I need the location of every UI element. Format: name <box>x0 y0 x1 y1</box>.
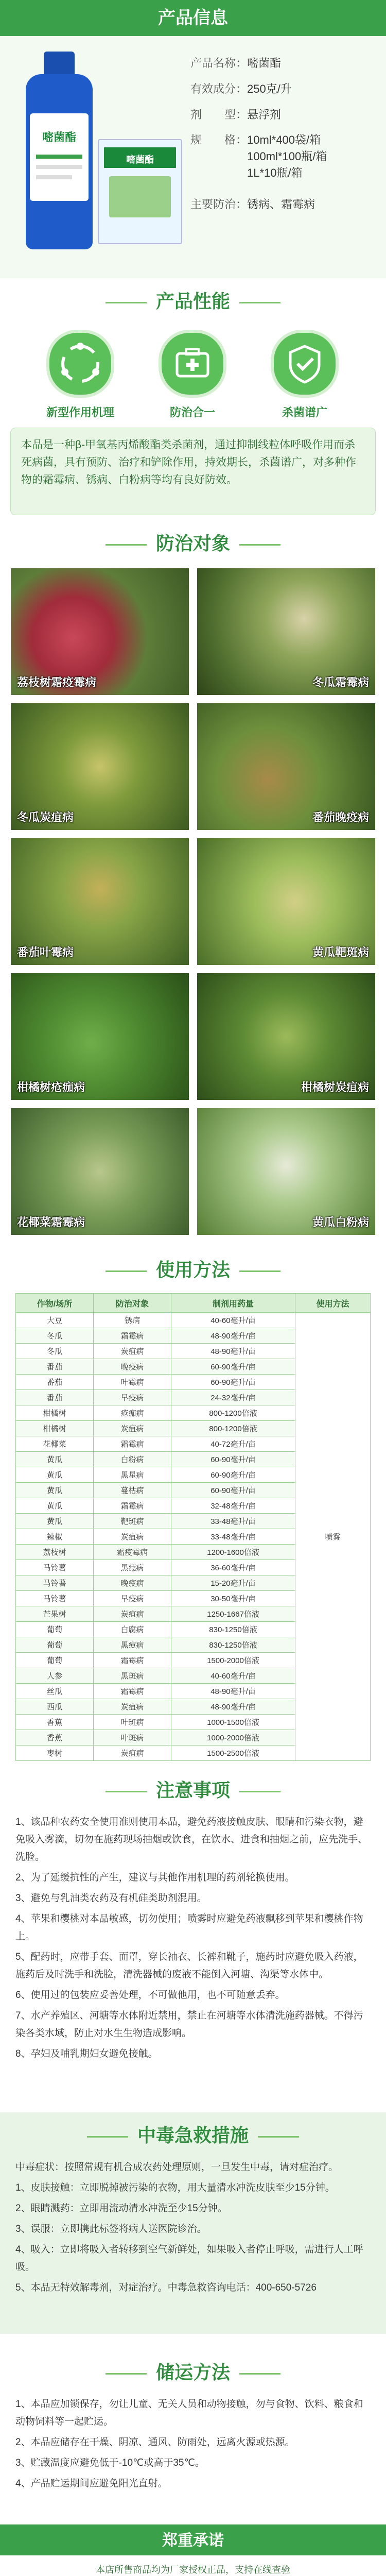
product-bag-image <box>98 139 182 244</box>
cell-crop: 芒果树 <box>16 1606 94 1622</box>
cell-target: 早疫病 <box>94 1390 171 1405</box>
cell-dose: 48-90毫升/亩 <box>171 1344 295 1359</box>
section-header-storage: 储运方法 <box>0 2360 386 2385</box>
firstaid-item: 3、误服：立即携此标签将病人送医院诊治。 <box>15 2224 207 2234</box>
cell-dose: 48-90毫升/亩 <box>171 1699 295 1715</box>
section-header-notice: 注意事项 <box>0 1777 386 1803</box>
cell-dose: 60-90毫升/亩 <box>171 1359 295 1375</box>
cell-dose: 830-1250倍液 <box>171 1622 295 1637</box>
cell-target: 靶斑病 <box>94 1514 171 1529</box>
disease-photo-1: 荔枝树霜疫霉病 <box>9 567 190 697</box>
anti-fake-line: 本店所售商品均为厂家授权正品，支持在线查验 <box>96 2565 290 2575</box>
notice-item: 8、孕妇及哺乳期妇女避免接触。 <box>15 2048 158 2059</box>
cell-target: 叶斑病 <box>94 1730 171 1745</box>
usage-table <box>15 1293 371 1761</box>
cell-crop: 葡萄 <box>16 1637 94 1653</box>
cell-crop: 黄瓜 <box>16 1467 94 1483</box>
cell-target: 黑痘病 <box>94 1637 171 1653</box>
cell-dose: 1000-2000倍液 <box>171 1730 295 1745</box>
cell-dose: 830-1250倍液 <box>171 1637 295 1653</box>
feature-label-mechanism: 新型作用机理 <box>46 406 114 419</box>
cell-target: 霜霉病 <box>94 1436 171 1452</box>
firstaid-list <box>15 2159 371 2300</box>
feature-label-combined: 防治合一 <box>169 406 215 419</box>
cell-target: 霜霉病 <box>94 1684 171 1699</box>
notice-item: 3、避免与乳油类农药及有机硅类助剂混用。 <box>15 1893 207 1904</box>
firstaid-item: 4、吸入：立即将吸入者转移到空气新鲜处，如果吸入者停止呼吸，需进行人工呼吸。 <box>15 2244 363 2273</box>
cell-target: 疮痂病 <box>94 1405 171 1421</box>
col-crop: 作物/场所 <box>16 1294 94 1313</box>
cell-target: 炭疽病 <box>94 1699 171 1715</box>
cell-dose: 48-90毫升/亩 <box>171 1328 295 1344</box>
disease-photo-4: 番茄晚疫病 <box>196 702 377 832</box>
table-row <box>16 1313 371 1328</box>
cell-dose: 800-1200倍液 <box>171 1405 295 1421</box>
cell-crop: 马铃薯 <box>16 1591 94 1606</box>
cell-target: 炭疽病 <box>94 1606 171 1622</box>
cell-dose: 32-48毫升/亩 <box>171 1498 295 1514</box>
cell-dose: 1250-1667倍液 <box>171 1606 295 1622</box>
cell-dose: 36-60毫升/亩 <box>171 1560 295 1575</box>
col-dose: 制剂用药量 <box>171 1294 295 1313</box>
disease-photo-5: 番茄叶霉病 <box>9 837 190 967</box>
cell-crop: 马铃薯 <box>16 1575 94 1591</box>
storage-item: 3、贮藏温度应避免低于-10℃或高于35℃。 <box>15 2458 205 2468</box>
cell-crop: 黄瓜 <box>16 1514 94 1529</box>
cell-crop: 香蕉 <box>16 1730 94 1745</box>
notice-item: 2、为了延缓抗性的产生，建议与其他作用机理的药剂轮换使用。 <box>15 1872 295 1883</box>
cell-target: 霜霉病 <box>94 1653 171 1668</box>
cell-target: 黑斑病 <box>94 1668 171 1684</box>
info-row-name: 产品名称：嘧菌酯 <box>190 57 282 70</box>
cell-crop: 香蕉 <box>16 1715 94 1730</box>
cell-dose: 1000-1500倍液 <box>171 1715 295 1730</box>
cell-target: 白粉病 <box>94 1452 171 1467</box>
disease-photo-6: 黄瓜靶斑病 <box>196 837 377 967</box>
cell-crop: 马铃薯 <box>16 1560 94 1575</box>
cell-target: 霜霉病 <box>94 1498 171 1514</box>
recycle-icon <box>46 330 114 398</box>
section-header-targets: 防治对象 <box>0 531 386 556</box>
cell-crop: 花椰菜 <box>16 1436 94 1452</box>
cell-crop: 柑橘树 <box>16 1421 94 1436</box>
cell-crop: 番茄 <box>16 1390 94 1405</box>
cell-dose: 33-48毫升/亩 <box>171 1529 295 1545</box>
firstaid-item: 1、皮肤接触：立即脱掉被污染的衣物，用大量清水冲洗皮肤至少15分钟。 <box>15 2182 335 2193</box>
cell-target: 霜疫霉病 <box>94 1545 171 1560</box>
product-bottle-image <box>21 52 98 258</box>
cell-dose: 60-90毫升/亩 <box>171 1467 295 1483</box>
cell-target: 炭疽病 <box>94 1344 171 1359</box>
disease-photo-2: 冬瓜霜霉病 <box>196 567 377 697</box>
info-row-content: 有效成分：250克/升 <box>190 82 292 95</box>
cell-target: 炭疽病 <box>94 1421 171 1436</box>
cell-target: 晚疫病 <box>94 1575 171 1591</box>
anti-fake-title: 郑重承诺 <box>162 2532 224 2549</box>
cell-crop: 人参 <box>16 1668 94 1684</box>
notice-list <box>15 1814 371 2066</box>
storage-item: 2、本品应储存在干燥、阴凉、通风、防雨处，远离火源或热源。 <box>15 2437 295 2448</box>
cell-dose: 1500-2000倍液 <box>171 1653 295 1668</box>
cell-crop: 柑橘树 <box>16 1405 94 1421</box>
cell-dose: 15-20毫升/亩 <box>171 1575 295 1591</box>
section-header-features: 产品性能 <box>0 289 386 314</box>
cell-crop: 黄瓜 <box>16 1498 94 1514</box>
cell-dose: 60-90毫升/亩 <box>171 1483 295 1498</box>
info-row-targets: 主要防治：锈病、霜霉病 <box>190 198 315 211</box>
cell-dose: 800-1200倍液 <box>171 1421 295 1436</box>
cell-target: 叶斑病 <box>94 1715 171 1730</box>
product-info-panel <box>0 36 386 278</box>
cell-crop: 西瓜 <box>16 1699 94 1715</box>
disease-photo-10: 黄瓜白粉病 <box>196 1107 377 1236</box>
info-row-spec: 规 格：10ml*400袋/箱 100ml*100瓶/箱 1L*10瓶/箱 <box>190 133 327 179</box>
cell-dose: 60-90毫升/亩 <box>171 1452 295 1467</box>
info-row-form: 剂 型：悬浮剂 <box>190 108 282 121</box>
bottle-label: 嘧菌酯 <box>42 131 76 144</box>
disease-photo-9: 花椰菜霜霉病 <box>9 1107 190 1236</box>
disease-photo-3: 冬瓜炭疽病 <box>9 702 190 832</box>
bag-label: 嘧菌酯 <box>126 155 154 165</box>
medical-kit-icon <box>159 330 226 398</box>
cell-method: 喷雾 <box>295 1313 371 1761</box>
col-target: 防治对象 <box>94 1294 171 1313</box>
notice-item: 4、苹果和樱桃对本品敏感，切勿使用；喷雾时应避免药液飘移到苹果和樱桃作物上。 <box>15 1913 363 1942</box>
cell-target: 锈病 <box>94 1313 171 1328</box>
cell-target: 早疫病 <box>94 1591 171 1606</box>
storage-item: 1、本品应加锁保存，勿让儿童、无关人员和动物接触，勿与食物、饮料、粮食和动物饲料等一起贮运。 <box>15 2399 363 2427</box>
feature-label-broad: 杀菌谱广 <box>282 406 327 419</box>
shield-check-icon <box>271 330 339 398</box>
cell-crop: 黄瓜 <box>16 1452 94 1467</box>
section-header-product-info <box>0 0 386 36</box>
notice-item: 5、配药时，应带手套、面罩，穿长袖衣、长裤和靴子，施药时应避免吸入药液，施药后及时洗手和洗脸，清洗器械的废液不能倒入河塘、沟渠等水体中。 <box>15 1952 363 1980</box>
cell-dose: 1200-1600倍液 <box>171 1545 295 1560</box>
cell-dose: 30-50毫升/亩 <box>171 1591 295 1606</box>
cell-dose: 60-90毫升/亩 <box>171 1375 295 1390</box>
cell-target: 叶霉病 <box>94 1375 171 1390</box>
usage-table-header <box>16 1294 371 1313</box>
firstaid-item: 2、眼睛溅药：立即用流动清水冲洗至少15分钟。 <box>15 2203 227 2214</box>
feature-description: 本品是一种β-甲氧基丙烯酸酯类杀菌剂，通过抑制线粒体呼吸作用而杀死病菌，具有预防、治疗和铲除作用，持效期长，杀菌谱广，对多种作物的霜霉病、锈病、白粉病等均有良好防效。 <box>10 428 376 515</box>
section-header-usage: 使用方法 <box>0 1257 386 1283</box>
disease-photo-8: 柑橘树炭疽病 <box>196 972 377 1101</box>
cell-crop: 冬瓜 <box>16 1344 94 1359</box>
section-header-firstaid: 中毒急救措施 <box>0 2123 386 2148</box>
disease-photo-7: 柑橘树疮痂病 <box>9 972 190 1101</box>
cell-dose: 24-32毫升/亩 <box>171 1390 295 1405</box>
cell-crop: 番茄 <box>16 1359 94 1375</box>
cell-target: 晚疫病 <box>94 1359 171 1375</box>
cell-crop: 丝瓜 <box>16 1684 94 1699</box>
cell-dose: 1500-2500倍液 <box>171 1745 295 1761</box>
cell-target: 白腐病 <box>94 1622 171 1637</box>
cell-target: 炭疽病 <box>94 1745 171 1761</box>
cell-target: 黑星病 <box>94 1467 171 1483</box>
anti-fake-banner <box>0 2524 386 2555</box>
cell-crop: 大豆 <box>16 1313 94 1328</box>
cell-dose: 40-60毫升/亩 <box>171 1313 295 1328</box>
cell-dose: 33-48毫升/亩 <box>171 1514 295 1529</box>
cell-crop: 辣椒 <box>16 1529 94 1545</box>
cell-target: 蔓枯病 <box>94 1483 171 1498</box>
cell-dose: 48-90毫升/亩 <box>171 1684 295 1699</box>
col-method: 使用方法 <box>295 1294 371 1313</box>
cell-target: 炭疽病 <box>94 1529 171 1545</box>
notice-item: 7、水产养殖区、河塘等水体附近禁用，禁止在河塘等水体清洗施药器械。不得污染各类水域，防止对水生生物造成影响。 <box>15 2010 363 2039</box>
notice-item: 1、该品种农药安全使用准则使用本品，避免药液接触皮肤、眼睛和污染衣物，避免吸入雾滴，切勿在施药现场抽烟或饮食，在饮水、进食和抽烟之前，应先洗手、洗脸。 <box>15 1817 368 1862</box>
section-title-product-info: 产品信息 <box>158 8 228 28</box>
cell-crop: 荔枝树 <box>16 1545 94 1560</box>
firstaid-item: 5、本品无特效解毒剂，对症治疗。中毒急救咨询电话：400-650-5726 <box>15 2282 317 2293</box>
cell-target: 霜霉病 <box>94 1328 171 1344</box>
cell-dose: 40-72毫升/亩 <box>171 1436 295 1452</box>
cell-target: 黑痣病 <box>94 1560 171 1575</box>
cell-crop: 黄瓜 <box>16 1483 94 1498</box>
storage-list <box>15 2396 371 2496</box>
cell-crop: 葡萄 <box>16 1653 94 1668</box>
firstaid-item: 中毒症状：按照常规有机合成农药处理原则，一旦发生中毒，请对症治疗。 <box>15 2162 339 2173</box>
cell-crop: 冬瓜 <box>16 1328 94 1344</box>
cell-crop: 枣树 <box>16 1745 94 1761</box>
cell-crop: 番茄 <box>16 1375 94 1390</box>
storage-item: 4、产品贮运期间应避免阳光直射。 <box>15 2478 168 2489</box>
cell-dose: 40-60毫升/亩 <box>171 1668 295 1684</box>
cell-crop: 葡萄 <box>16 1622 94 1637</box>
notice-item: 6、使用过的包装应妥善处理，不可做他用，也不可随意丢弃。 <box>15 1990 285 2001</box>
